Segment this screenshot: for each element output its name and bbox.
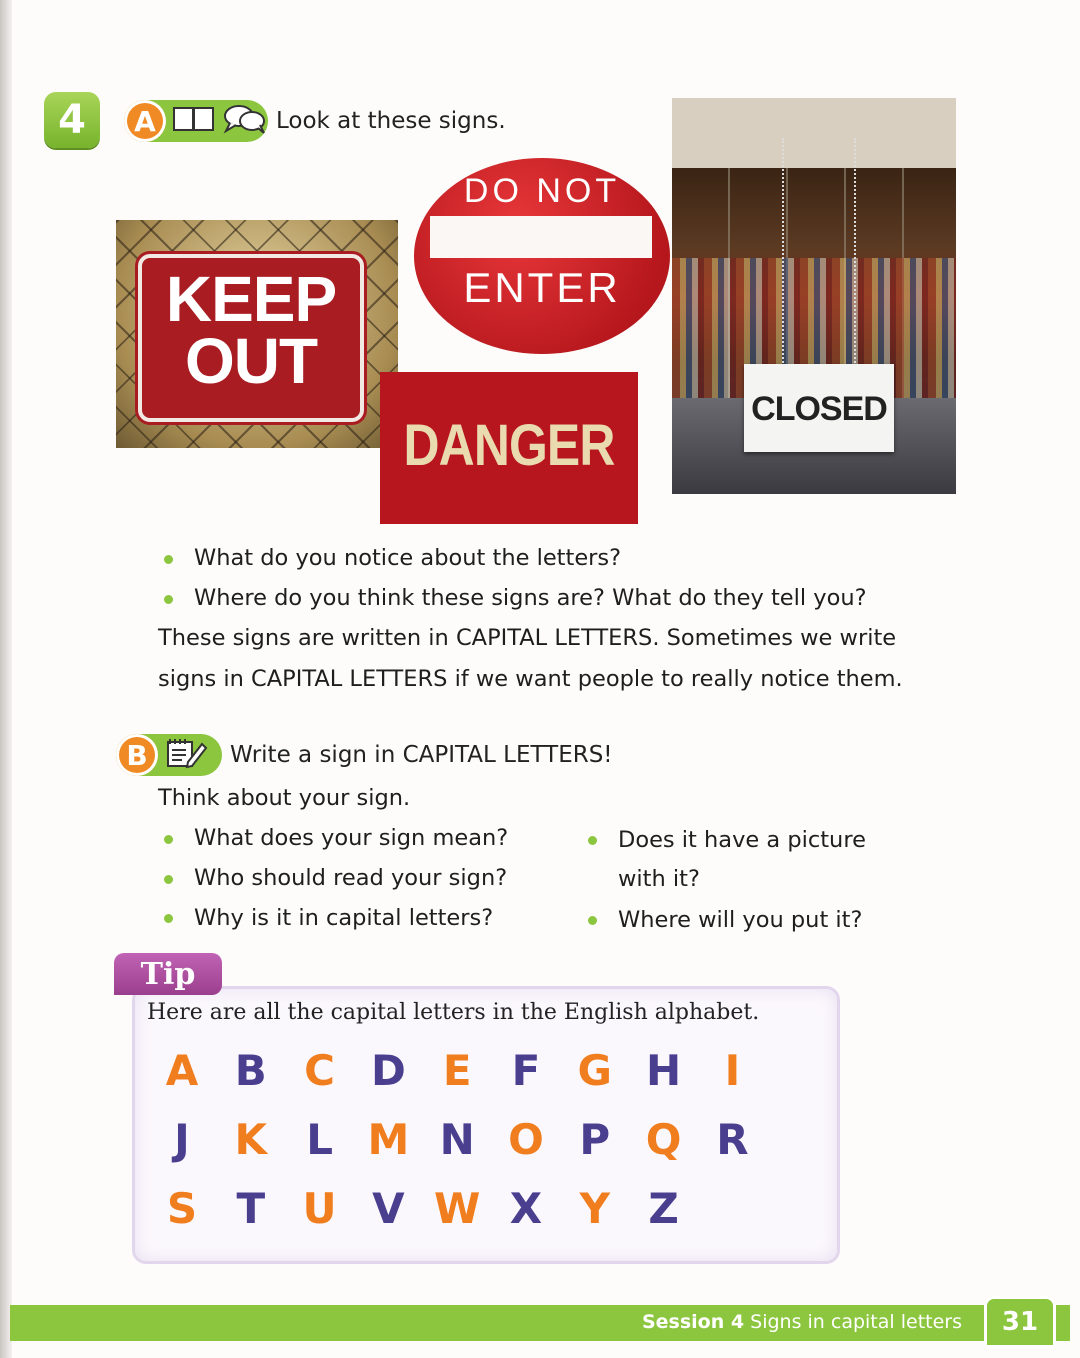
part-a-badge <box>124 100 268 142</box>
explanation-line-1: These signs are written in CAPITAL LETTERS. Sometimes we write <box>158 625 897 651</box>
exercise-number: 4 <box>44 92 100 148</box>
page-number: 31 <box>984 1296 1056 1348</box>
question-a-2: Where do you think these signs are? What do they tell you? <box>194 585 867 611</box>
bullet <box>164 875 173 884</box>
question-b-5: Where will you put it? <box>618 907 863 933</box>
alphabet-letter-j: J <box>174 1115 190 1164</box>
alphabet-letter-l: L <box>306 1115 333 1164</box>
question-b-3: Why is it in capital letters? <box>194 905 494 931</box>
bullet <box>164 835 173 844</box>
bullet <box>164 595 173 604</box>
alphabet-letter-t: T <box>236 1184 266 1233</box>
keep-out-sign-photo <box>116 220 398 448</box>
part-a-heading: Look at these signs. <box>276 108 506 134</box>
footer-session-title: Signs in capital letters <box>750 1311 962 1333</box>
closed-sign <box>744 364 894 452</box>
tip-label: Tip <box>114 953 222 995</box>
speech-bubbles-icon <box>222 103 268 139</box>
alphabet-letter-b: B <box>234 1046 267 1095</box>
footer-session <box>642 1311 962 1333</box>
question-b-2: Who should read your sign? <box>194 865 508 891</box>
book-icon <box>172 104 216 138</box>
alphabet-letter-m: M <box>367 1115 410 1164</box>
alphabet-letter-n: N <box>439 1115 475 1164</box>
alphabet-letter-h: H <box>646 1046 682 1095</box>
question-b-4-line-2: with it? <box>618 866 700 892</box>
alphabet-letter-a: A <box>165 1046 199 1095</box>
alphabet-letter-k: K <box>234 1115 268 1164</box>
alphabet-letter-o: O <box>508 1115 544 1164</box>
bullet <box>164 914 173 923</box>
part-b-letter: B <box>116 734 158 776</box>
do-not-enter-line-1: DO NOT <box>463 172 621 210</box>
alphabet-letter-z: Z <box>648 1184 679 1233</box>
keep-out-line-1: KEEP <box>165 263 337 335</box>
keep-out-sign <box>138 254 364 422</box>
part-b-badge <box>116 734 222 776</box>
bullet <box>164 555 173 564</box>
part-a-letter: A <box>124 100 166 142</box>
do-not-enter-line-2: ENTER <box>463 264 621 311</box>
alphabet-letter-r: R <box>716 1115 749 1164</box>
footer-session-label: Session 4 <box>641 1311 745 1333</box>
page-edge <box>0 0 12 1358</box>
do-not-enter-bar <box>430 216 652 258</box>
alphabet-letter-y: Y <box>579 1184 610 1233</box>
alphabet-letter-v: V <box>372 1184 405 1233</box>
part-b-heading: Write a sign in CAPITAL LETTERS! <box>230 742 613 768</box>
question-a-1: What do you notice about the letters? <box>194 545 622 571</box>
alphabet-letter-e: E <box>442 1046 472 1095</box>
alphabet-letter-d: D <box>370 1046 406 1095</box>
alphabet-letter-u: U <box>302 1184 337 1233</box>
danger-sign-photo <box>380 372 638 524</box>
alphabet-letter-c: C <box>304 1046 335 1095</box>
alphabet-letter-g: G <box>577 1046 613 1095</box>
alphabet-letter-f: F <box>511 1046 541 1095</box>
bullet <box>588 916 597 925</box>
alphabet-letter-x: X <box>509 1184 543 1233</box>
bullet <box>588 836 597 845</box>
alphabet-letter-q: Q <box>645 1115 682 1164</box>
alphabet-letter-i: I <box>724 1046 741 1095</box>
explanation-line-2: signs in CAPITAL LETTERS if we want people to really notice them. <box>158 666 903 692</box>
sign-chain <box>782 138 856 366</box>
do-not-enter-sign-photo <box>414 158 670 354</box>
question-b-1: What does your sign mean? <box>194 825 509 851</box>
question-b-4-line-1: Does it have a picture <box>618 827 866 853</box>
keep-out-line-2: OUT <box>184 325 318 397</box>
closed-sign-text: CLOSED <box>751 390 887 428</box>
think-prompt: Think about your sign. <box>158 785 411 811</box>
tip-sentence: Here are all the capital letters in the English alphabet. <box>147 1000 760 1025</box>
alphabet-letter-w: W <box>434 1184 481 1233</box>
danger-sign-text: DANGER <box>403 413 615 478</box>
alphabet-letter-p: P <box>579 1115 611 1164</box>
closed-shop-photo <box>672 98 956 494</box>
alphabet-letter-s: S <box>166 1184 198 1233</box>
notepad-pencil-icon <box>164 736 208 774</box>
